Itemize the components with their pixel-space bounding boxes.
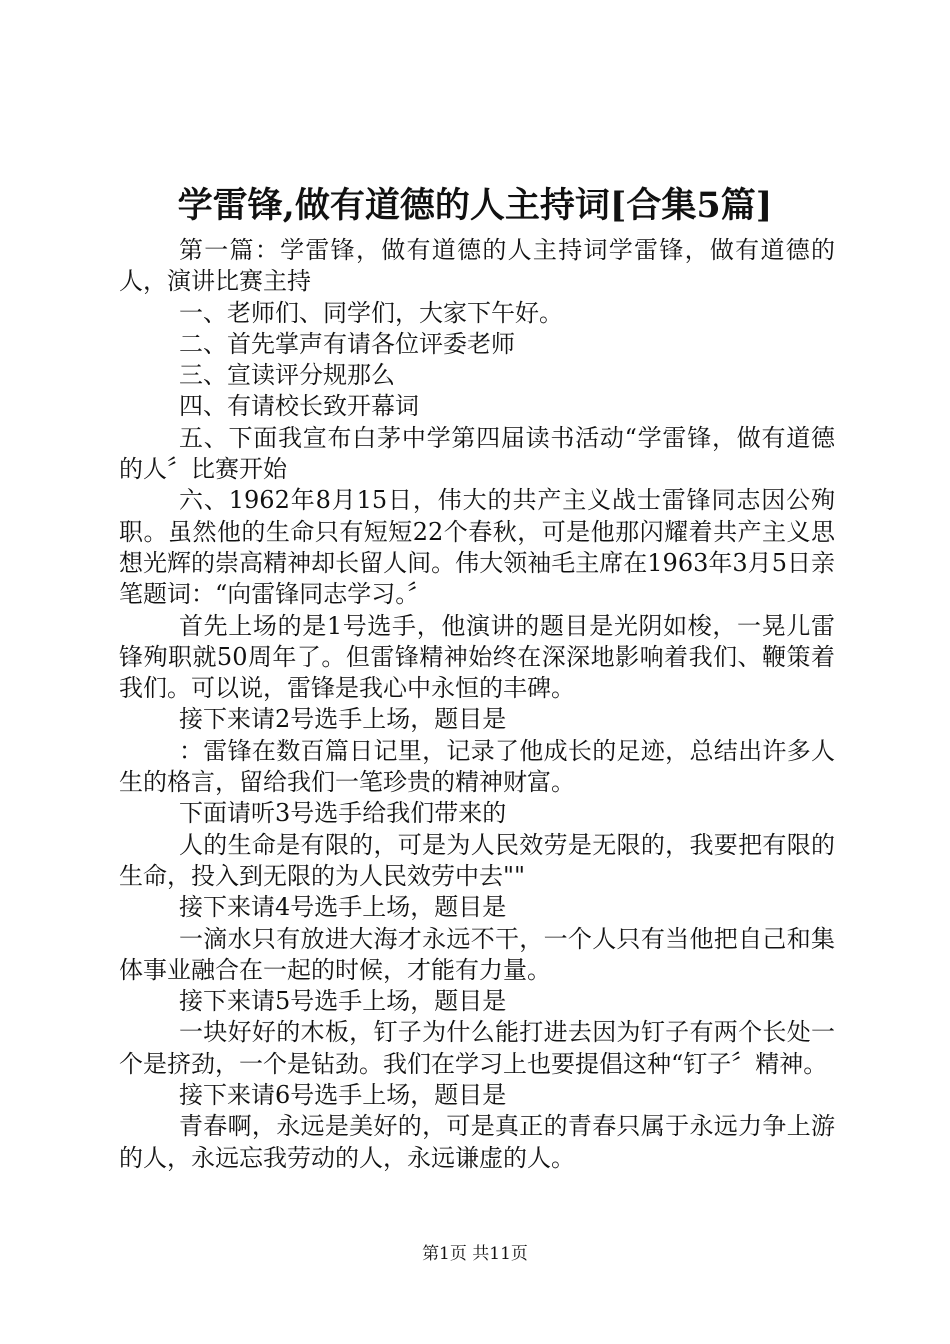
paragraph: 一滴水只有放进大海才永远不干，一个人只有当他把自己和集体事业融合在一起的时候，才能有力量。 <box>119 924 835 984</box>
paragraph: 五、下面我宣布白茅中学第四届读书活动“学雷锋，做有道德的人〞比赛开始 <box>119 423 835 484</box>
paragraph: 接下来请6号选手上场，题目是 <box>179 1081 507 1110</box>
paragraph: 青春啊，永远是美好的，可是真正的青春只属于永远力争上游的人，永远忘我劳动的人，永远谦虚的人。 <box>119 1112 835 1172</box>
paragraph: 三、宣读评分规那么 <box>179 361 395 390</box>
paragraph: 人的生命是有限的，可是为人民效劳是无限的，我要把有限的生命，投入到无限的为人民效劳中去"" <box>119 830 835 890</box>
page-footer: 第1页 共11页 <box>422 1244 528 1264</box>
paragraph: 下面请听3号选手给我们带来的 <box>179 799 507 828</box>
paragraph: 二、首先掌声有请各位评委老师 <box>179 329 515 358</box>
paragraph: 首先上场的是1号选手，他演讲的题目是光阴如梭，一晃儿雷锋殉职就50周年了。但雷锋精神始终在深深地影响着我们、鞭策着我们。可以说，雷锋是我心中永恒的丰碑。 <box>119 611 835 703</box>
paragraph: ：雷锋在数百篇日记里，记录了他成长的足迹，总结出许多人生的格言，留给我们一笔珍贵的精神财富。 <box>119 736 835 797</box>
paragraph: 接下来请4号选手上场，题目是 <box>179 893 507 922</box>
paragraph: 四、有请校长致开幕词 <box>179 392 419 421</box>
paragraph: 接下来请5号选手上场，题目是 <box>179 987 507 1016</box>
document-title: 学雷锋,做有道德的人主持词[合集5篇] <box>177 185 773 226</box>
paragraph: 第一篇：学雷锋，做有道德的人主持词学雷锋，做有道德的人，演讲比赛主持 <box>119 236 835 296</box>
paragraph: 六、1962年8月15日，伟大的共产主义战士雷锋同志因公殉职。虽然他的生命只有短短22个春秋，可是他那闪耀着共产主义思想光辉的崇高精神却长留人间。伟大领袖毛主席在1963年3月5日亲笔题词：“向雷锋同志学习。〞 <box>119 486 835 609</box>
document-body <box>119 235 835 1174</box>
paragraph: 一、老师们、同学们，大家下午好。 <box>179 298 563 327</box>
paragraph: 一块好好的木板，钉子为什么能打进去因为钉子有两个长处一个是挤劲，一个是钻劲。我们在学习上也要提倡这种“钉子〞精神。 <box>119 1018 835 1078</box>
paragraph: 接下来请2号选手上场，题目是 <box>179 705 507 734</box>
